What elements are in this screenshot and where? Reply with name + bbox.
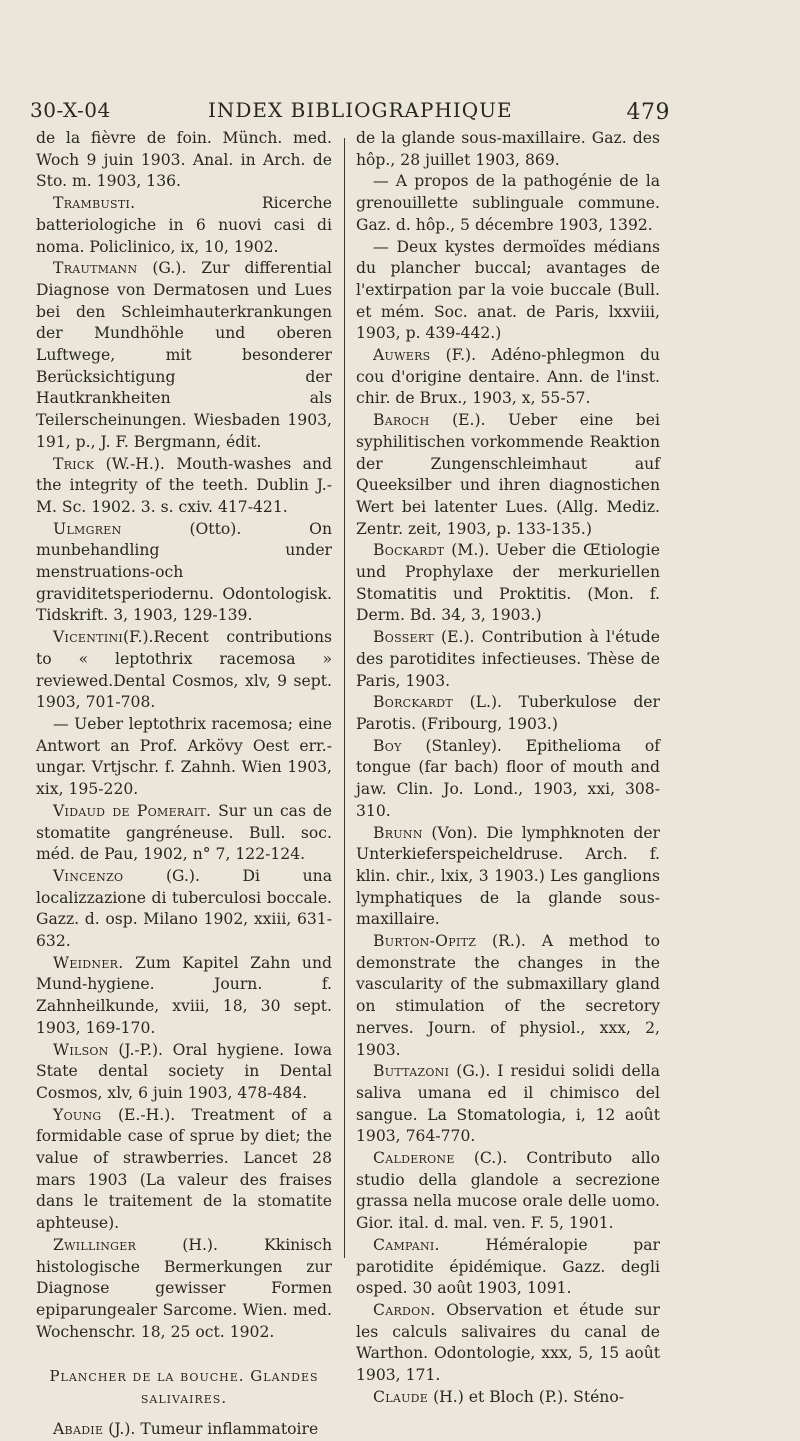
right-entries xyxy=(356,128,660,1408)
bibliography-entry xyxy=(356,1300,660,1387)
entry-author: Bockardt xyxy=(373,541,445,560)
entry-author: Zwillinger xyxy=(53,1235,137,1254)
bibliography-entry xyxy=(36,454,332,519)
entry-text: Ricerche batteriologiche in 6 nuovi casi di noma. Policlinico, ix, 10, 1902. xyxy=(36,194,332,256)
bibliography-entry xyxy=(356,237,660,346)
bibliography-entry xyxy=(356,1235,660,1300)
entry-text: (J.). Tumeur inflammatoire xyxy=(103,1420,319,1439)
bibliography-entry xyxy=(36,714,332,801)
entry-author: Ulmgren xyxy=(53,519,122,538)
entry-text: (E.). Ueber eine bei syphilitischen vorkommende Reaktion der Zungenschleimhaut auf Queeksilber und ihren diagnostichen Wert bei latenter Lues. (Allg. Mediz. Zentr. zeit, 1903, p. 133-135.) xyxy=(356,411,660,538)
bibliography-entry xyxy=(356,736,660,823)
bibliography-entry xyxy=(36,1419,332,1441)
bibliography-entry xyxy=(356,128,660,171)
bibliography-entry xyxy=(356,627,660,692)
bibliography-entry xyxy=(356,540,660,627)
column-divider xyxy=(344,138,345,1258)
entry-text: — Ueber leptothrix racemosa; eine Antwort an Prof. Arkövy Oest err.-ungar. Vrtjschr. f. Zahnh. Wien 1903, xix, 195-220. xyxy=(36,714,332,799)
entry-author: Auwers xyxy=(373,346,431,365)
entry-text: (F.).Recent contributions to « leptothrix racemosa » reviewed.Dental Cosmos, xlv, 9 sept. 1903, 701-708. xyxy=(36,628,332,712)
left-column xyxy=(36,128,332,1441)
entry-text: de la glande sous-maxillaire. Gaz. des hôp., 28 juillet 1903, 869. xyxy=(356,129,660,169)
entry-text: (Von). Die lymphknoten der Unterkieferspeicheldruse. Arch. f. klin. chir., lxix, 3 1903.) Les ganglions lymphatiques de la glande sous-maxillaire. xyxy=(356,823,660,929)
entry-author: Campani. xyxy=(373,1235,440,1254)
section-title xyxy=(36,1365,332,1409)
entry-text: (G.). Zur differential Diagnose von Dermatosen und Lues bei den Schleimhauterkrankungen der Mundhöhle und oberen Luftwege, mit besonderer Berücksichtigung der Hautkrankheiten als Teilerscheinungen. Wiesbaden 1903, 191, p., J. F. Bergmann, édit. xyxy=(36,259,332,451)
entry-text: — Deux kystes dermoïdes médians du plancher buccal; avantages de l'extirpation par la voie buccale (Bull. et mém. Soc. anat. de Paris, lxxviii, 1903, p. 439-442.) xyxy=(356,237,660,343)
bibliography-entry xyxy=(356,823,660,932)
bibliography-entry xyxy=(36,1235,332,1344)
running-header xyxy=(30,96,670,126)
entry-author: Burton-Opitz xyxy=(373,932,477,951)
bibliography-entry xyxy=(356,345,660,410)
section-title-line2: salivaires. xyxy=(140,1389,228,1408)
entry-text: (J.-P.). Oral hygiene. Iowa State dental society in Dental Cosmos, xlv, 6 juin 1903, 478-484. xyxy=(36,1040,332,1102)
entry-author: Claude xyxy=(373,1387,429,1406)
entry-author: Buttazoni xyxy=(373,1062,450,1081)
bibliography-entry xyxy=(36,128,332,193)
header-date: 30-X-04 xyxy=(30,98,111,122)
bibliography-entry xyxy=(356,1148,660,1235)
entry-text: (F.). Adéno-phlegmon du cou d'origine dentaire. Ann. de l'inst. chir. de Brux., 1903, x, 55-57. xyxy=(356,346,660,408)
entry-author: Trick xyxy=(53,454,95,473)
bibliography-entry xyxy=(36,1105,332,1235)
section-title-line1: Plancher de la bouche. Glandes xyxy=(49,1367,319,1386)
right-column xyxy=(356,128,660,1408)
entry-author: Weidner. xyxy=(53,953,124,972)
entry-author: Brunn xyxy=(373,823,423,842)
bibliography-entry xyxy=(356,931,660,1061)
bibliography-entry xyxy=(36,801,332,866)
entry-author: Vicentini xyxy=(53,628,124,647)
entry-text: (H.) et Bloch (P.). Sténo- xyxy=(428,1387,625,1406)
entry-text: (Otto). On munbehandling under menstruations-och graviditetsperiodernu. Odontologisk. Tidskrift. 3, 1903, 129-139. xyxy=(36,519,332,625)
entry-text: (G.). Di una localizzazione di tuberculosi boccale. Gazz. d. osp. Milano 1902, xxiii, 631-632. xyxy=(36,866,332,951)
entry-text: Héméralopie par parotidite épidémique. Gazz. degli osped. 30 août 1903, 1091. xyxy=(356,1235,660,1298)
entry-author: Abadie xyxy=(53,1420,104,1439)
entry-text: (C.). Contributo allo studio della glandole a secrezione grassa nella mucose orale delle uomo. Gior. ital. d. mal. ven. F. 5, 1901. xyxy=(356,1149,660,1233)
entry-author: Trambusti. xyxy=(53,194,136,213)
page-number: 479 xyxy=(626,100,670,125)
entry-text: (H.). Kkinisch histologische Bermerkungen zur Diagnose gewisser Formen epiparungealer Sarcome. Wien. med. Wochenschr. 18, 25 oct. 1902. xyxy=(36,1235,332,1341)
entry-text: Observation et étude sur les calculs salivaires du canal de Warthon. Odontologie, xxx, 5, 15 août 1903, 171. xyxy=(356,1300,660,1385)
bibliography-entry xyxy=(36,866,332,953)
entry-text: — A propos de la pathogénie de la grenouillette sublinguale commune. Gaz. d. hôp., 5 décembre 1903, 1392. xyxy=(356,172,660,234)
bibliography-entry xyxy=(36,627,332,714)
bibliography-entry xyxy=(356,171,660,236)
left-entries xyxy=(36,128,332,1343)
bibliography-entry xyxy=(356,1061,660,1148)
entry-author: Cardon. xyxy=(373,1300,436,1319)
entry-author: Bossert xyxy=(373,628,434,647)
bibliography-entry xyxy=(36,519,332,628)
entry-text: Zum Kapitel Zahn und Mund-hygiene. Journ. f. Zahnheilkunde, xviii, 18, 30 sept. 1903, 169-170. xyxy=(36,953,332,1037)
entry-text: (W.-H.). Mouth-washes and the integrity of the teeth. Dublin J.-M. Sc. 1902. 3. s. cxiv. 417-421. xyxy=(36,454,332,516)
entry-author: Young xyxy=(53,1105,102,1124)
entry-author: Wilson xyxy=(53,1040,109,1059)
entry-text: (E.-H.). Treatment of a formidable case of sprue by diet; the value of strawberries. Lancet 28 mars 1903 (La valeur des fraises dans le traitement de la stomatite aphteuse). xyxy=(36,1105,332,1233)
bibliography-entry xyxy=(356,410,660,540)
entry-author: Baroch xyxy=(373,411,430,430)
entry-author: Calderone xyxy=(373,1149,455,1168)
entry-text: de la fièvre de foin. Münch. med. Woch 9 juin 1903. Anal. in Arch. de Sto. m. 1903, 136. xyxy=(36,129,332,191)
entry-text: Sur un cas de stomatite gangréneuse. Bull. soc. méd. de Pau, 1902, n° 7, 122-124. xyxy=(36,801,332,864)
entry-text: (M.). Ueber die Œtiologie und Prophylaxe der merkuriellen Stomatitis und Proktitis. (Mon. f. Derm. Bd. 34, 3, 1903.) xyxy=(356,541,660,625)
entry-text: (Stanley). Epithelioma of tongue (far bach) floor of mouth and jaw. Clin. Jo. Lond., 1903, xxi, 308-310. xyxy=(356,736,660,820)
entry-text: (G.). I residui solidi della saliva umana ed il chimisco del sangue. La Stomatologia, i, 12 août 1903, 764-770. xyxy=(356,1062,660,1146)
bibliography-entry xyxy=(356,1387,660,1409)
bibliography-entry xyxy=(36,258,332,453)
bibliography-entry xyxy=(36,193,332,258)
bibliography-entry xyxy=(356,692,660,735)
entry-author: Borckardt xyxy=(373,693,454,712)
header-title: INDEX BIBLIOGRAPHIQUE xyxy=(208,98,513,122)
bibliography-entry xyxy=(36,1040,332,1105)
entry-author: Vincenzo xyxy=(53,866,124,885)
bibliography-entry xyxy=(36,953,332,1040)
entry-author: Boy xyxy=(373,736,402,755)
entry-text: (E.). Contribution à l'étude des parotidites infectieuses. Thèse de Paris, 1903. xyxy=(356,628,660,690)
entry-author: Vidaud de Pomerait. xyxy=(53,801,212,820)
entry-author: Trautmann xyxy=(53,259,138,278)
entry-text: (R.). A method to demonstrate the changes in the vascularity of the submaxillary gland on stimulation of the secretory nerves. Journ. of physiol., xxx, 2, 1903. xyxy=(356,932,660,1059)
entry-text: (L.). Tuberkulose der Parotis. (Fribourg, 1903.) xyxy=(356,693,660,733)
